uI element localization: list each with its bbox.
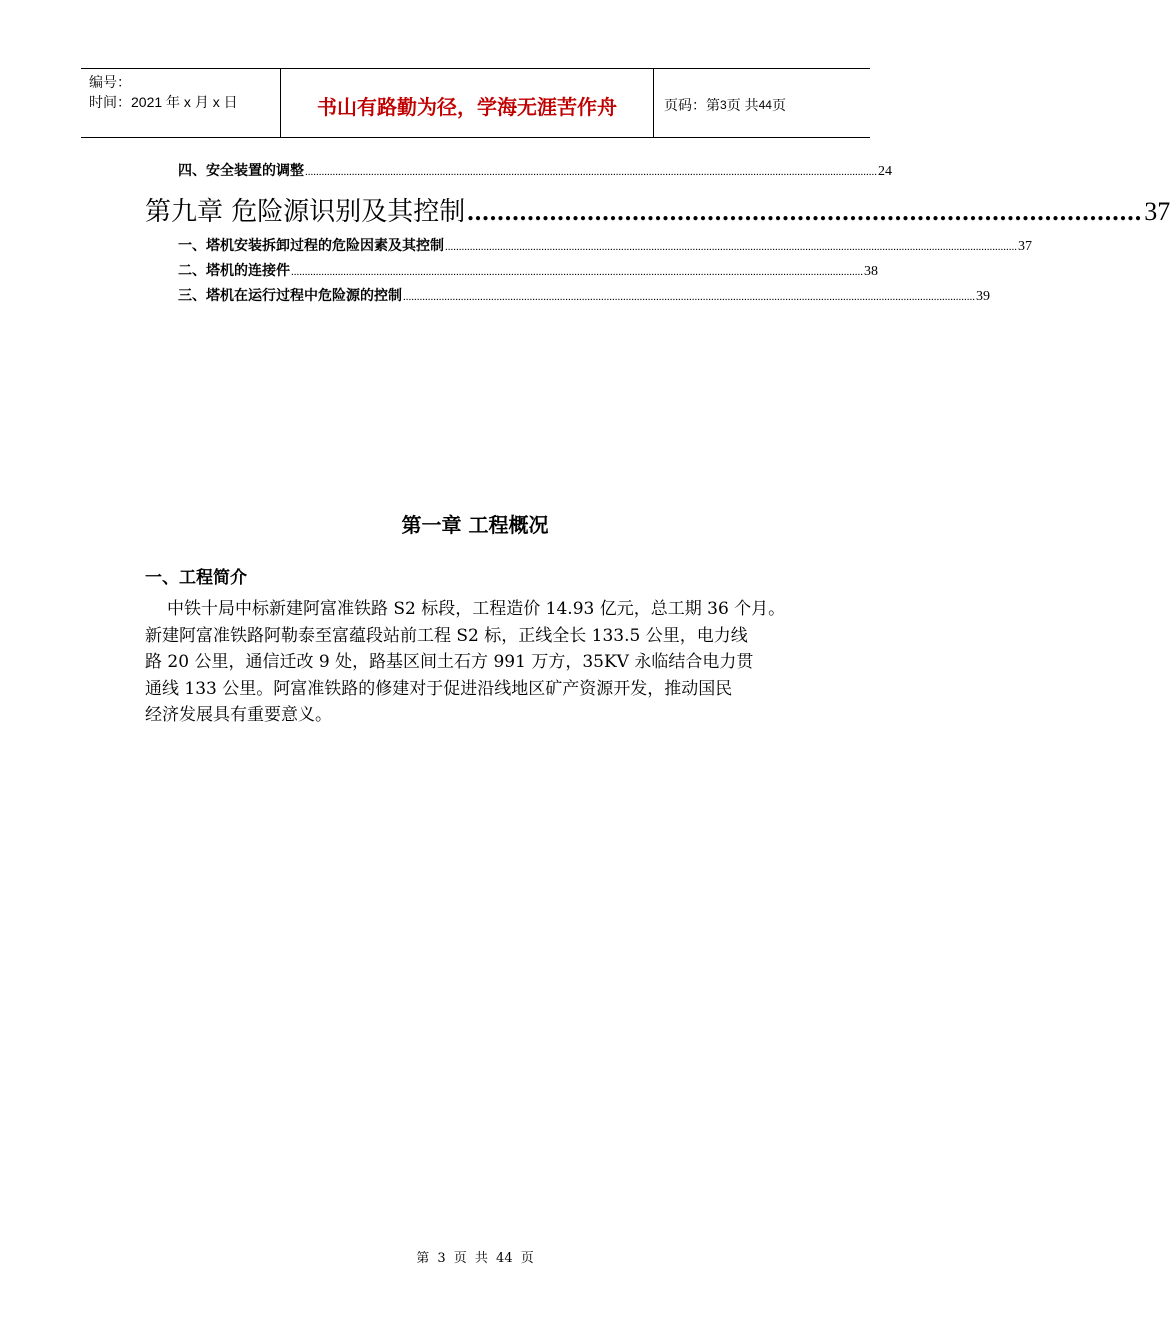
- header-page-info: [654, 69, 870, 137]
- toc-entry[interactable]: 一、塔机安装拆卸过程的危险因素及其控制 ................................................................................................................................................................................................................ 37: [178, 235, 805, 255]
- toc-entry-page: 24: [878, 164, 892, 179]
- section-title: 一、工程简介: [145, 568, 247, 588]
- header-motto: 书山有路勤为径，学海无涯苦作舟: [281, 69, 654, 137]
- page-header: [81, 68, 870, 138]
- toc-entry[interactable]: 四、安全装置的调整 ................................................................................................................................................................................................................ 24: [178, 160, 805, 180]
- time-label: 时间：2021 年 x 月 x 日: [89, 94, 238, 110]
- toc-entry-text: 二、塔机的连接件: [178, 263, 290, 279]
- toc-entry-text: 四、安全装置的调整: [178, 163, 304, 179]
- page-mid: 页 共: [726, 97, 759, 113]
- page-footer: 第 3 页 共 44 页: [416, 1251, 534, 1266]
- page-prefix: 页码：第: [664, 97, 720, 113]
- body-line: 通线 133 公里。阿富准铁路的修建对于促进沿线地区矿产资源开发，推动国民: [145, 678, 733, 699]
- header-meta: [81, 69, 281, 137]
- toc-chapter-entry[interactable]: 第九章 危险源识别及其控制 .......................................................................................... 37: [145, 191, 805, 228]
- body-line: 中铁十局中标新建阿富准铁路 S2 标段，工程造价 14.93 亿元，总工期 36 个月。: [167, 599, 786, 619]
- toc-entry-page: 39: [976, 289, 990, 304]
- chapter-title: 第一章 工程概况: [401, 513, 549, 537]
- toc-entry-text: 三、塔机在运行过程中危险源的控制: [178, 288, 402, 304]
- toc-entry-page: 38: [864, 264, 878, 279]
- body-line: 路 20 公里，通信迁改 9 处，路基区间土石方 991 万方，35KV 永临结合电力贯: [145, 652, 754, 672]
- body-paragraph: [145, 596, 813, 729]
- page-number: 3: [720, 98, 727, 112]
- toc-entry-page: 37: [1144, 197, 1170, 226]
- body-line: 新建阿富准铁路阿勒泰至富蕴段站前工程 S2 标，正线全长 133.5 公里，电力线: [145, 625, 748, 646]
- toc-entry-text: 第九章 危险源识别及其控制: [145, 197, 466, 227]
- page-suffix: 页: [771, 97, 786, 113]
- toc-entry[interactable]: 二、塔机的连接件 ................................................................................................................................................................................................................ 38: [178, 260, 805, 280]
- serial-label: 编号：: [89, 74, 131, 90]
- toc-entry-page: 37: [1018, 239, 1032, 254]
- body-line: 经济发展具有重要意义。: [145, 705, 332, 725]
- toc-entry-text: 一、塔机安装拆卸过程的危险因素及其控制: [178, 238, 444, 254]
- page-total: 44: [758, 98, 772, 112]
- toc-entry[interactable]: 三、塔机在运行过程中危险源的控制 ................................................................................................................................................................................................................ 39: [178, 285, 805, 305]
